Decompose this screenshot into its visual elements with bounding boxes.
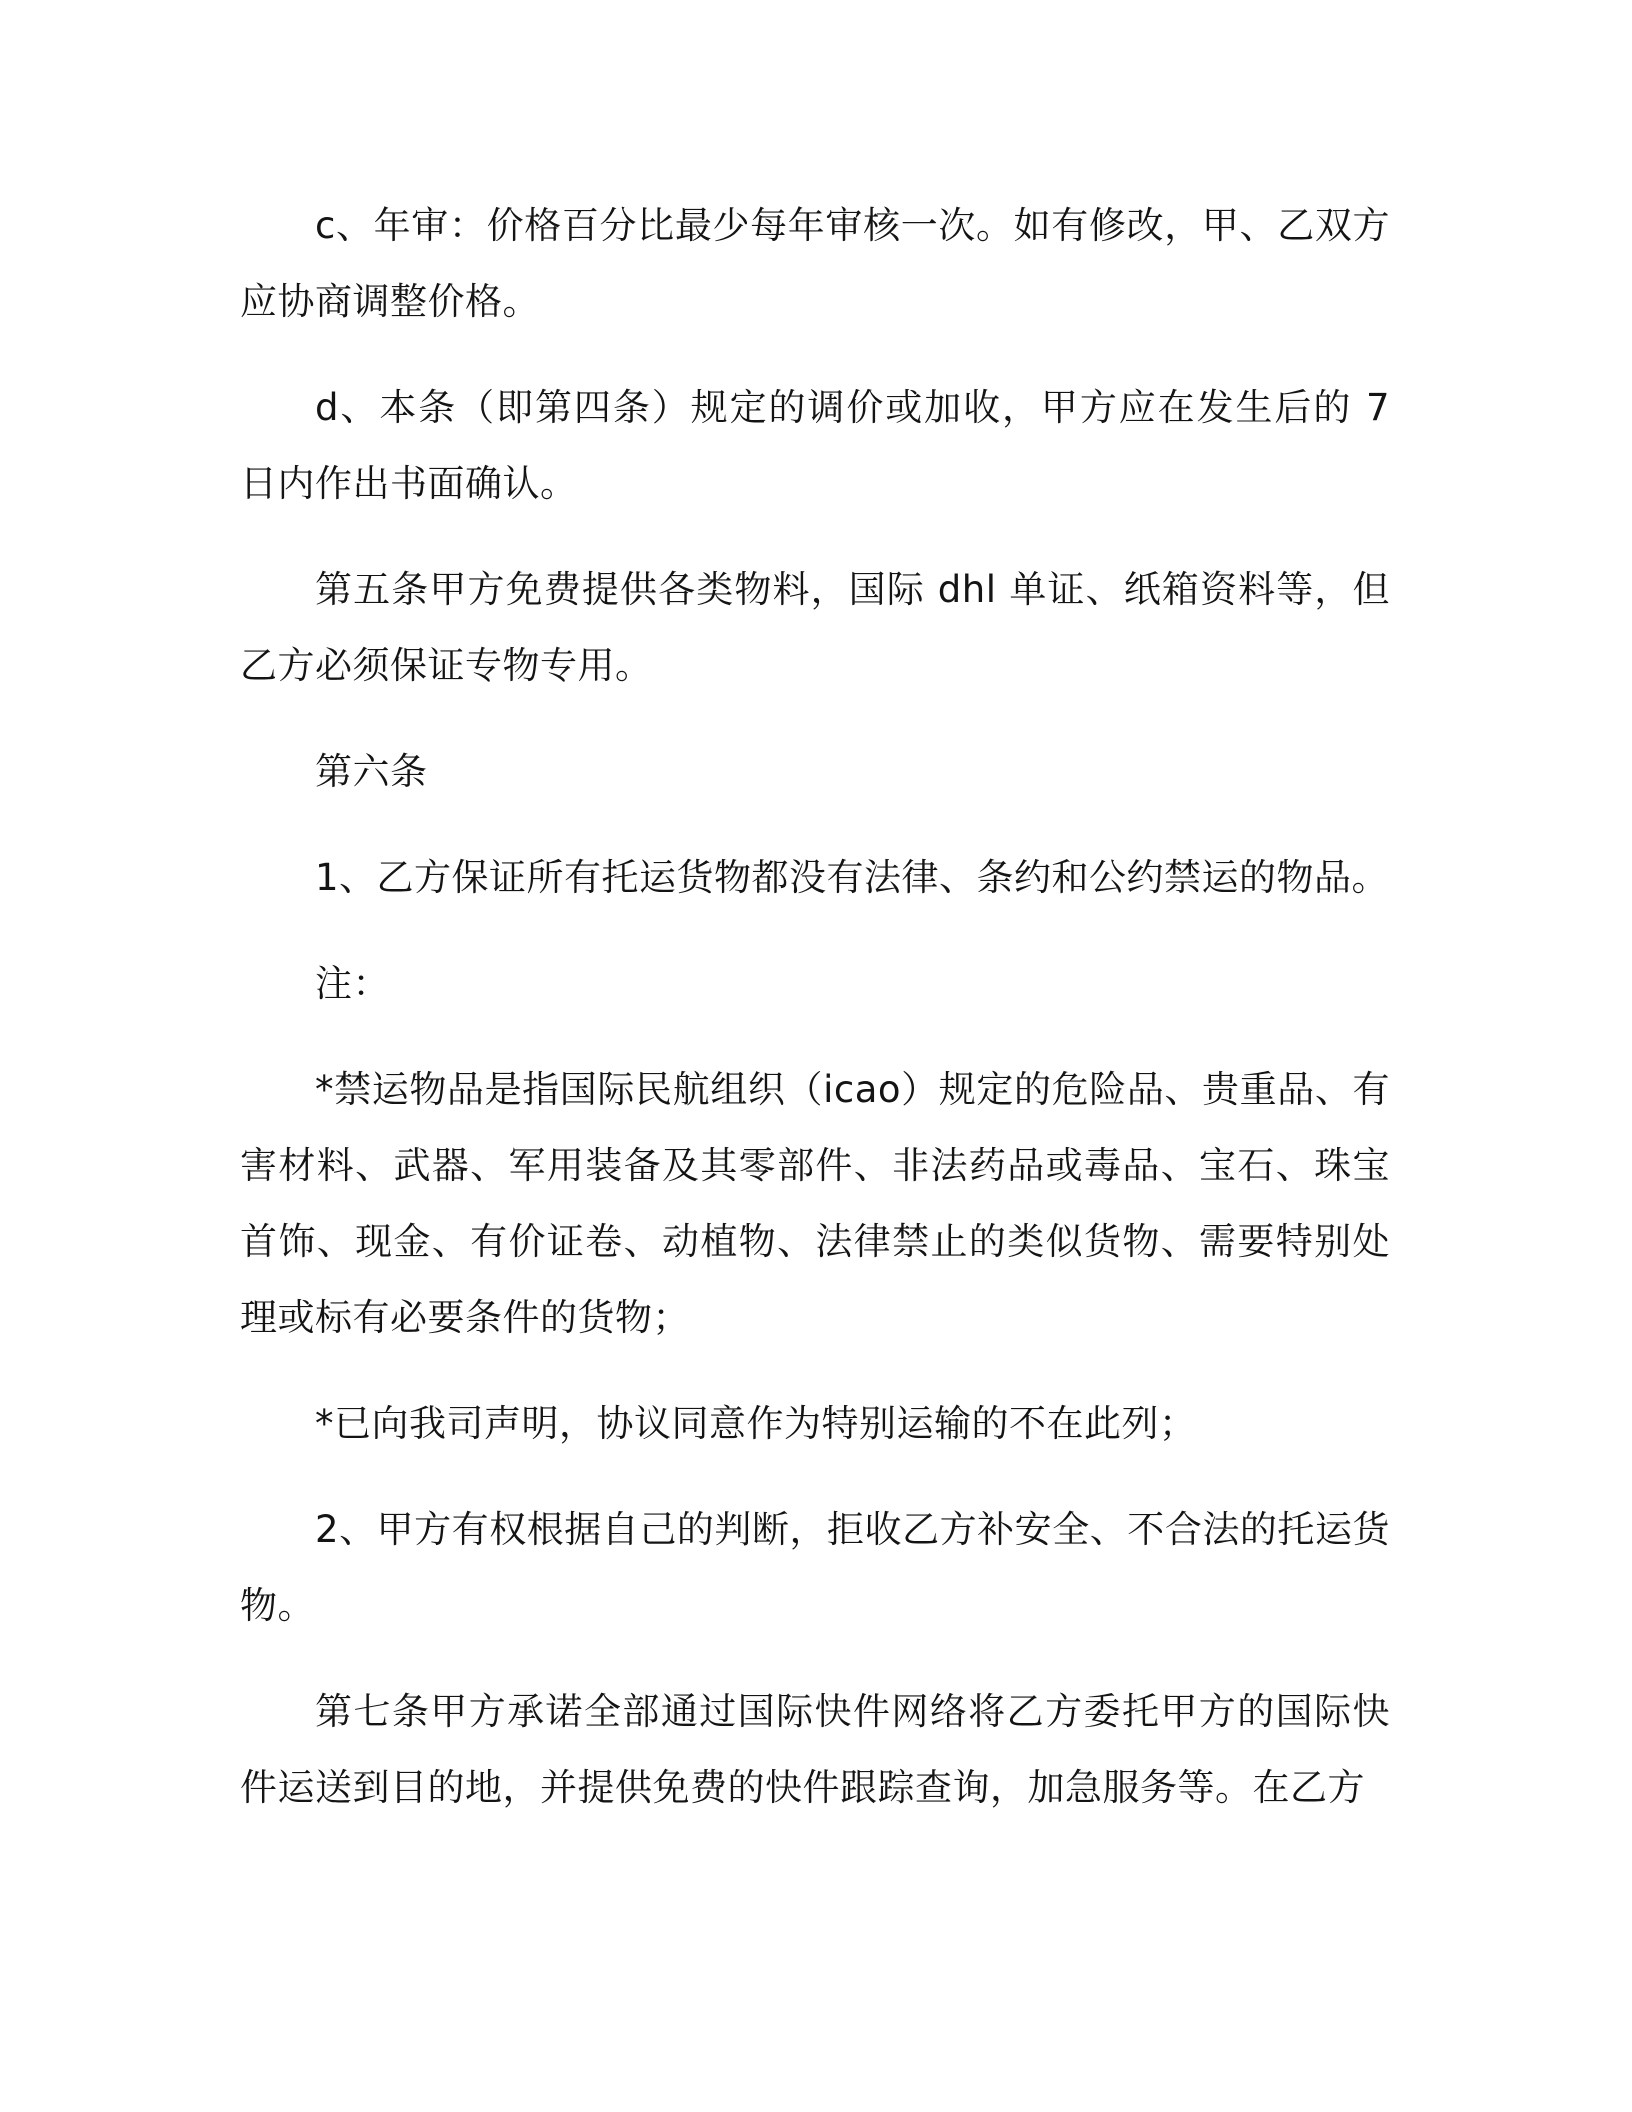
paragraph-exception: *已向我司声明，协议同意作为特别运输的不在此列； [315,1402,1197,1445]
note-label: 注： [315,962,390,1005]
heading-article-6: 第六条 [315,750,428,793]
document-page [240,188,1390,1856]
paragraph-annual-review: c、年审：价格百分比最少每年审核一次。如有修改，甲、乙双方应协商调整价格。 [240,204,1390,323]
paragraph-article-7: 第七条甲方承诺全部通过国际快件网络将乙方委托甲方的国际快件运送到目的地，并提供免费的快件跟踪查询，加急服务等。在乙方 [240,1690,1390,1809]
paragraph-article-5: 第五条甲方免费提供各类物料，国际 dhl 单证、纸箱资料等，但乙方必须保证专物专用。 [240,568,1390,687]
paragraph-price-adjustment: d、本条（即第四条）规定的调价或加收，甲方应在发生后的 7 日内作出书面确认。 [240,386,1390,505]
paragraph-article-6-item-1: 1、乙方保证所有托运货物都没有法律、条约和公约禁运的物品。 [315,856,1390,899]
paragraph-prohibited-items: *禁运物品是指国际民航组织（icao）规定的危险品、贵重品、有害材料、武器、军用装备及其零部件、非法药品或毒品、宝石、珠宝首饰、现金、有价证卷、动植物、法律禁止的类似货物、需要特别处理或标有必要条件的货物； [240,1068,1390,1339]
paragraph-article-6-item-2: 2、甲方有权根据自己的判断，拒收乙方补安全、不合法的托运货物。 [240,1508,1390,1627]
